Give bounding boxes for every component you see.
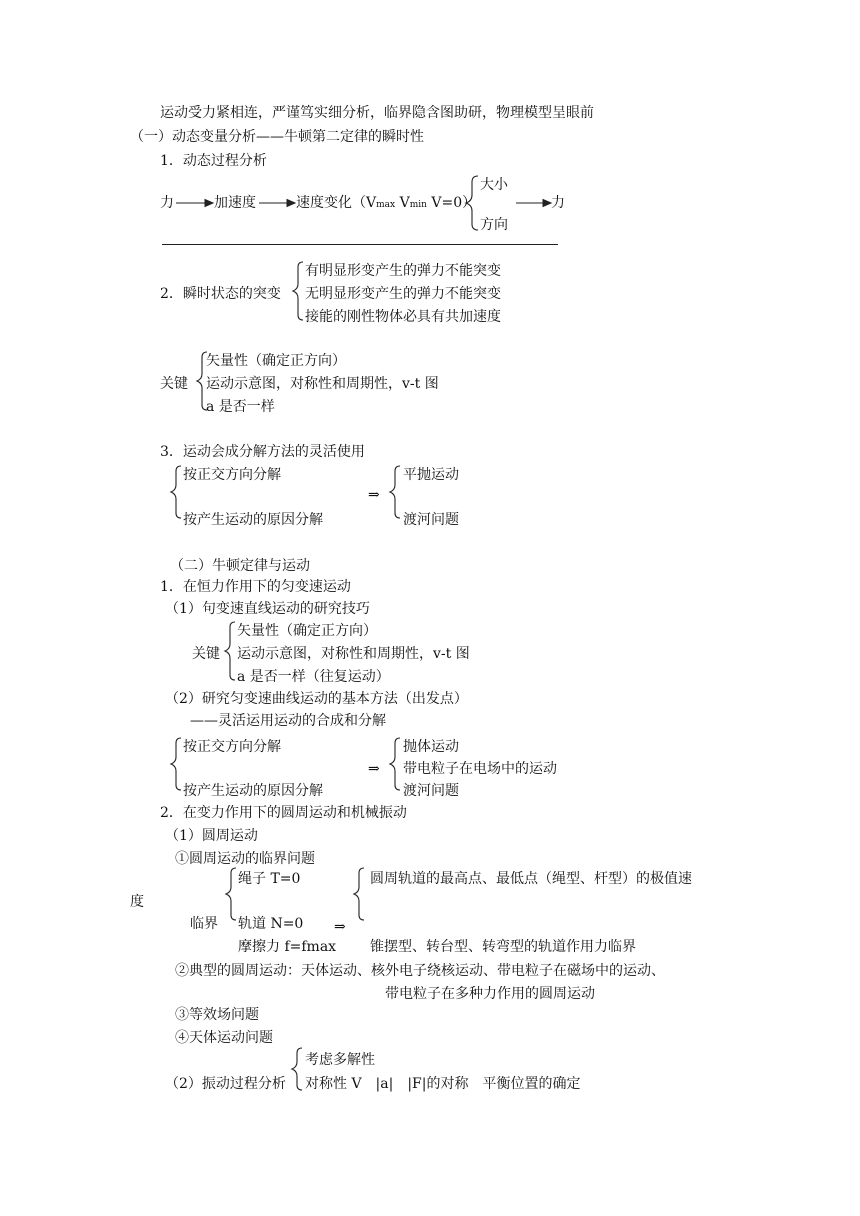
brace-icon: [225, 622, 235, 680]
list-item: ④天体运动问题: [175, 1030, 273, 1046]
list-item: 接能的刚性物体必具有共加速度: [305, 309, 501, 325]
flow-force: 力: [160, 195, 174, 211]
brace-icon: [171, 466, 181, 518]
flow-direction: 方向: [480, 217, 508, 233]
implies-icon: ⇒: [368, 761, 380, 777]
brace-icon: [390, 738, 400, 790]
list-item: 无明显形变产生的弹力不能突变: [305, 286, 501, 302]
list-item: 矢量性（确定正方向）: [206, 353, 346, 369]
brace-icon: [226, 868, 236, 920]
section-title-1: （一）动态变量分析——牛顿第二定律的瞬时性: [130, 129, 424, 145]
flow-acceleration: 加速度: [214, 195, 256, 211]
arrow-right-icon: [543, 200, 551, 207]
subsection-title: 1．在恒力作用下的匀变速运动: [160, 579, 351, 595]
subsection-title: 3．运动会成分解方法的灵活使用: [160, 444, 365, 460]
subsection-title: 2．在变力作用下的圆周运动和机械振动: [160, 805, 407, 821]
list-item: 轨道 N=0: [238, 916, 304, 932]
flow-force-end: 力: [551, 195, 565, 211]
arrow-right-icon: [287, 200, 295, 207]
list-item: 抛体运动: [403, 739, 459, 755]
brace-icon: [171, 738, 181, 790]
list-item: a 是否一样（往复运动）: [237, 669, 390, 685]
brace-icon: [292, 1048, 302, 1090]
intro-line: 运动受力紧相连，严谨笃实细分析，临界隐含图助研，物理模型呈眼前: [160, 105, 594, 121]
subsection-subtitle: ——灵活运用运动的合成和分解: [190, 713, 386, 729]
list-item: 矢量性（确定正方向）: [237, 623, 377, 639]
list-item: 渡河问题: [403, 512, 459, 528]
subsection-title: （1）句变速直线运动的研究技巧: [165, 601, 370, 617]
list-item: ②典型的圆周运动：天体运动、核外电子绕核运动、带电粒子在磁场中的运动、: [175, 963, 665, 979]
brace-icon: [466, 176, 478, 230]
subsection-title: （2）研究匀变速曲线运动的基本方法（出发点）: [165, 691, 468, 707]
list-item: 锥摆型、转台型、转弯型的轨道作用力临界: [370, 939, 636, 955]
implies-icon: ⇒: [334, 919, 346, 935]
list-item: 渡河问题: [403, 783, 459, 799]
list-item: 带电粒子在电场中的运动: [403, 761, 557, 777]
brace-icon: [293, 262, 303, 320]
list-item: a 是否一样: [206, 399, 275, 415]
instant-state-label: 2．瞬时状态的突变: [160, 286, 281, 302]
list-item: 有明显形变产生的弹力不能突变: [305, 263, 501, 279]
critical-label: 临界: [190, 916, 218, 932]
list-item: 按正交方向分解: [183, 467, 281, 483]
flow-velocity-change: 速度变化（Vmax Vmin V=0）: [296, 195, 477, 211]
flow-magnitude: 大小: [480, 177, 508, 193]
list-item: 运动示意图，对称性和周期性，v-t 图: [206, 376, 439, 392]
list-item: 对称性 V |a| |F|的对称 平衡位置的确定: [305, 1076, 581, 1092]
divider-line: [162, 244, 558, 245]
list-item: 圆周轨道的最高点、最低点（绳型、杆型）的极值速: [370, 871, 692, 887]
brace-icon: [354, 868, 364, 920]
list-item: ①圆周运动的临界问题: [175, 851, 315, 867]
list-item: 带电粒子在多种力作用的圆周运动: [385, 986, 595, 1002]
list-item: 绳子 T=0: [238, 871, 301, 887]
list-item: 考虑多解性: [305, 1052, 375, 1068]
list-item: 按产生运动的原因分解: [183, 783, 323, 799]
key-label: 关键: [160, 376, 188, 392]
list-item-wrap: 度: [130, 894, 144, 910]
key-label: 关键: [192, 646, 220, 662]
subsection-title: （1）圆周运动: [165, 828, 258, 844]
list-item: 摩擦力 f=fmax: [238, 939, 337, 955]
list-item: 按产生运动的原因分解: [183, 512, 323, 528]
vibration-label: （2）振动过程分析: [165, 1076, 286, 1092]
list-item: 平抛运动: [403, 467, 459, 483]
implies-icon: ⇒: [368, 487, 380, 503]
section-title-2: （二）牛顿定律与运动: [170, 558, 310, 574]
list-item: 运动示意图，对称性和周期性，v-t 图: [237, 646, 470, 662]
list-item: ③等效场问题: [175, 1007, 259, 1023]
arrow-right-icon: [205, 200, 213, 207]
subsection-title: 1．动态过程分析: [160, 153, 267, 169]
list-item: 按正交方向分解: [183, 739, 281, 755]
brace-icon: [390, 466, 400, 518]
